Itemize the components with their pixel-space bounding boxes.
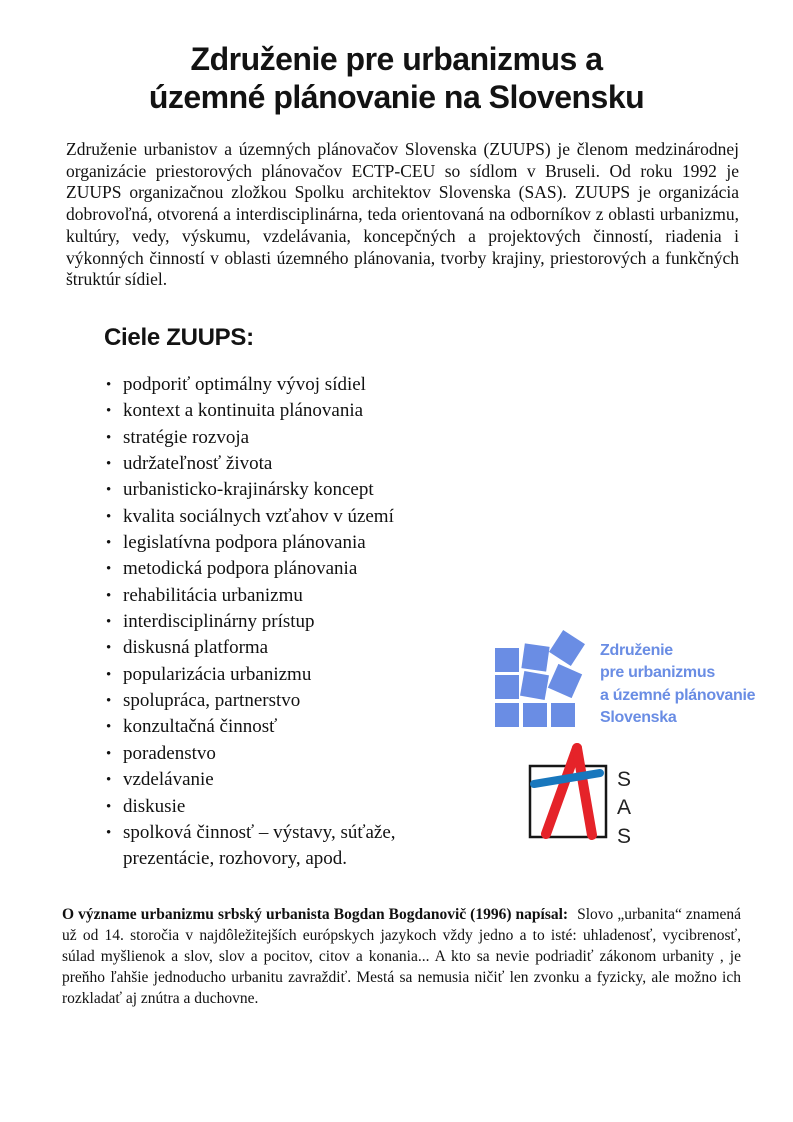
goal-text: rehabilitácia urbanizmu xyxy=(123,584,303,606)
goal-item xyxy=(106,688,458,714)
bullet-icon: • xyxy=(106,561,112,578)
bullet-icon: • xyxy=(106,693,112,710)
title-line-1: Združenie pre urbanizmus a xyxy=(190,41,603,77)
goal-text: diskusie xyxy=(123,795,186,817)
zuups-logo-text-line: pre urbanizmus xyxy=(600,664,715,682)
logo-square xyxy=(520,671,549,700)
goal-item xyxy=(106,767,458,793)
zuups-logo-text-line: a územné plánovanie xyxy=(600,686,756,704)
sas-logo xyxy=(524,742,649,850)
logo-square xyxy=(495,675,519,699)
bullet-icon: • xyxy=(106,666,112,683)
goal-item xyxy=(106,635,458,661)
sas-letter: S xyxy=(617,825,632,848)
page-title xyxy=(0,40,793,116)
sas-letter: A xyxy=(617,796,632,819)
bullet-icon: • xyxy=(106,482,112,499)
goal-item xyxy=(106,794,458,820)
bullet-icon: • xyxy=(106,824,112,841)
goals-heading: Ciele ZUUPS: xyxy=(104,324,254,351)
bullet-icon: • xyxy=(106,614,112,631)
goal-item xyxy=(106,662,458,688)
zuups-squares-grid-icon xyxy=(492,635,587,735)
quote-paragraph xyxy=(62,904,741,1009)
zuups-logo-text xyxy=(600,640,755,729)
logo-square xyxy=(551,703,575,727)
goal-item xyxy=(106,530,458,556)
goal-text: vzdelávanie xyxy=(123,769,214,791)
goal-text: metodická podpora plánovania xyxy=(123,558,358,580)
logo-square xyxy=(549,630,585,666)
goal-text: podporiť optimálny vývoj sídiel xyxy=(123,374,366,395)
goal-item xyxy=(106,372,458,398)
goal-text: udržateľnosť života xyxy=(123,453,273,475)
goal-text: diskusná platforma xyxy=(123,637,269,659)
goal-item xyxy=(106,451,458,477)
bullet-icon: • xyxy=(106,429,112,446)
logo-square xyxy=(523,703,547,727)
goal-text: interdisciplinárny prístup xyxy=(123,611,315,633)
bullet-icon: • xyxy=(106,745,112,762)
goals-list xyxy=(106,372,458,873)
bullet-icon: • xyxy=(106,377,112,393)
sas-letter: S xyxy=(617,768,632,791)
goal-item xyxy=(106,556,458,582)
goal-text: popularizácia urbanizmu xyxy=(123,663,312,685)
title-line-2: územné plánovanie na Slovensku xyxy=(148,79,645,115)
goal-item xyxy=(106,583,458,609)
goal-item xyxy=(106,741,458,767)
goal-item xyxy=(106,820,458,873)
goal-text: kvalita sociálnych vzťahov v území xyxy=(123,505,394,527)
goal-text: konzultačná činnosť xyxy=(123,716,278,738)
bullet-icon: • xyxy=(106,640,112,657)
bullet-icon: • xyxy=(106,798,112,815)
logo-square xyxy=(495,703,519,727)
zuups-logo xyxy=(492,635,762,740)
goal-item xyxy=(106,477,458,503)
goal-item xyxy=(106,398,458,424)
goal-text: stratégie rozvoja xyxy=(123,426,250,448)
goal-item xyxy=(106,425,458,451)
bullet-icon: • xyxy=(106,587,112,604)
zuups-logo-text-line: Slovenska xyxy=(600,708,677,726)
goal-item xyxy=(106,609,458,635)
goal-text: legislatívna podpora plánovania xyxy=(123,532,366,554)
sas-emblem-icon xyxy=(524,742,649,850)
logo-square xyxy=(495,648,519,672)
bullet-icon: • xyxy=(106,456,112,473)
goal-item xyxy=(106,504,458,530)
goal-text: spolupráca, partnerstvo xyxy=(123,690,301,712)
goal-text: kontext a kontinuita plánovania xyxy=(123,400,364,422)
bullet-icon: • xyxy=(106,535,112,552)
goal-item xyxy=(106,714,458,740)
quote-body: Slovo „urbanita“ znamená už od 14. storočia v najdôležitejších európskych jazykoch vždy jedno a to isté: uhladenosť, vycibrenosť, súlad myšlienok a slov, slov a pocitov, citov a konania... A kto sa nevie podriadiť zákonom urbanity , je preňho ľahšie jednoducho urbanitu zavraždiť. Mestá sa nemusia ničiť len zvonku a fyzicky, ale možno ich rozkladať aj znútra a duchovne. xyxy=(62,906,742,1007)
bullet-icon: • xyxy=(106,719,112,736)
zuups-logo-text-line: Združenie xyxy=(600,642,673,659)
quote-lead: O význame urbanizmu srbský urbanista Bogdan Bogdanovič (1996) napísal: xyxy=(62,906,569,923)
goal-text: urbanisticko-krajinársky koncept xyxy=(123,479,374,501)
intro-paragraph: Združenie urbanistov a územných plánovačov Slovenska (ZUUPS) je členom medzinárodnej organizácie priestorových plánovačov ECTP-CEU so sídlom v Bruseli. Od roku 1992 je ZUUPS organizačnou zložkou Spolku architektov Slovenska (SAS). ZUUPS je organizácia dobrovoľná, otvorená a interdisciplinárna, teda orientovaná na odborníkov z oblasti urbanizmu, kultúry, vedy, výskumu, vzdelávania, koncepčných a projektových činností, riadenia i výkonných činností v oblasti územného plánovania, tvorby krajiny, priestorových a funkčných štruktúr sídiel. xyxy=(66,139,739,290)
logo-square xyxy=(521,643,549,671)
bullet-icon: • xyxy=(106,508,112,525)
logo-square xyxy=(548,664,582,698)
bullet-icon: • xyxy=(106,403,112,420)
goal-text: spolková činnosť – výstavy, súťaže, prezentácie, rozhovory, apod. xyxy=(123,821,396,870)
bullet-icon: • xyxy=(106,772,112,789)
goal-text: poradenstvo xyxy=(123,742,216,764)
